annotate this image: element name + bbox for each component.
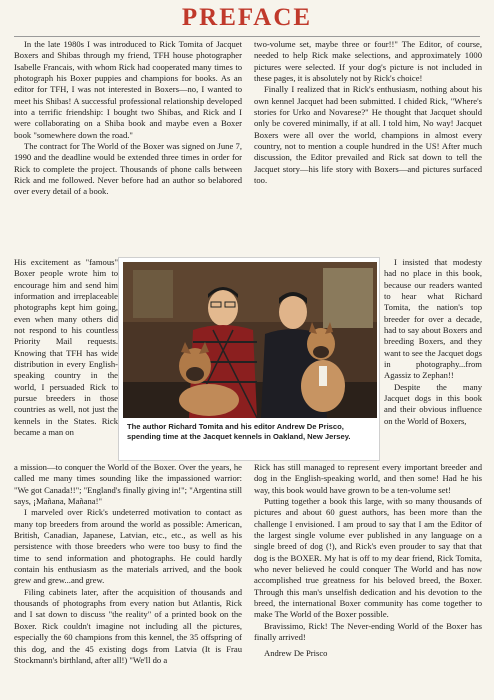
paragraph: a mission—to conquer the World of the Boxer. Over the years, he called me many times sounding like the impassioned warrior: "We got Canada!!"; "England's finally giving in!"; "Argentina still says, ¡Mañana, Mañana!"	[14, 462, 242, 507]
paragraph: The contract for The World of the Boxer was signed on June 7, 1990 and the deadline would be extended three times in order for Rick to complete the project. Thousands of phone calls between Rick and me followed. Never before had an author so belabored over every detail of a book.	[14, 141, 242, 197]
paragraph: In the late 1980s I was introduced to Rick Tomita of Jacquet Boxers and Shibas through my friend, TFH house photographer Isabelle Francais, with whom Rick had cooperated many times to photograph his Boxer puppies and champions for books. As an editor for TFH, I was not interested in Boxers—no, I wanted to meet his Shibas! A successful professional relationship developed into a terrific friendship: I bought two Shibas, and Rick and I were collaborating on a Shiba book and maybe even a Boxer book "somewhere down the road."	[14, 39, 242, 140]
photo-caption: The author Richard Tomita and his editor Andrew De Prisco, spending time at the Jacquet kennels in Oakland, New Jersey.	[127, 422, 351, 441]
left-column-bottom	[14, 462, 242, 666]
paragraph: two-volume set, maybe three or four!!" The Editor, of course, needed to help Rick make selections, and approximately 1000 pictures were selected. If your dog's picture is not included in these pages, it is absolutely not by Rick's choice!	[254, 39, 482, 84]
paragraph: Filing cabinets later, after the acquisition of thousands and thousands of photographs from every nation but Atlantis, Rick and I sat down to discuss "the reality" of a printed book on the Boxer. Rick couldn't imagine not including all the pictures, especially the 60 champions from this kennel, the 35 offspring of this dog, and the 45 existing dogs from Latvia (It is Frau Stockmann's birthland, after all!) "We'll do a	[14, 586, 242, 665]
right-column-bottom	[254, 462, 482, 659]
signature: Andrew De Prisco	[264, 647, 328, 658]
paragraph: Rick has still managed to represent every important breeder and dog in the English-speaking world, and then some! Had he his way, this book would have grown to be a ten-volume set!	[254, 462, 482, 495]
photo-figure	[118, 257, 380, 461]
right-column-wrap	[384, 257, 482, 427]
right-column-top	[254, 39, 482, 186]
left-column-top	[14, 39, 242, 198]
paragraph: I insisted that modesty had no place in this book, because our readers wanted to hear what Richard Tomita, the nation's top breeder for over a decade, had to say about Boxers and breeding Boxers, and they want to see the Jacquet dogs in photography...from Agassiz to Zephan!!	[384, 257, 482, 381]
page-title: PREFACE	[181, 4, 313, 31]
paragraph: I marveled over Rick's undeterred motivation to contact as many top breeders from around the world as possible: American, British, Canadian, Japanese, Latvian, etc., etc., as well as his persistence with those breeders who were too busy to find the time to send information and photographs. He could hardly contain his enthusiasm as the materials arrived, and the book grew and grew...and grew.	[14, 507, 242, 586]
paragraph: Putting together a book this large, with so many thousands of pictures and about 60 guest authors, has been more than the challenge I envisioned. I am proud to say that I am the Editor of the largest single volume ever published in any language on a single breed of dog (!), and Rick's even prouder to say that that dog is the BOXER. My hat is off to my dear friend, Rick Tomita, who never believed he could conquer The World and has now accomplished true greatness for his beloved breed, the Boxer. Through this man's unselfish dedication and his devotion to the breed, the international Boxer community has come together to make The World of the Boxer possible.	[254, 496, 482, 620]
title-divider	[14, 36, 480, 37]
paragraph: Bravissimo, Rick! The Never-ending World of the Boxer has finally arrived!	[254, 620, 482, 643]
paragraph: Despite the many Jacquet dogs in this book and their obvious influence on the World of Boxers,	[384, 381, 482, 426]
left-column-wrap	[14, 257, 118, 439]
photo-author-editor-with-boxers	[123, 262, 377, 418]
paragraph: Finally I realized that in Rick's enthusiasm, nothing about his own kennel Jacquet had been submitted. I chided Rick, "Where's stories for Urko and Novarese?" He thought that Jacquet should only be covered minimally, if at all. I told him, No way! Jacquet Boxers were all over the world, champions in almost every country, not to mention a couple hundred in the US! After much discussion, the Editor prevailed and Rick sat down to tell the Jacquet story—his life story with Boxers—and pictures surfaced too.	[254, 84, 482, 186]
paragraph: His excitement as "famous" Boxer people wrote him to encourage him and send him information and irreplaceable photographs kept him going, even when many others did not respond to his countless Priority Mail requests. Knowing that TFH has wide distribution in every English-speaking country in the world, I persuaded Rick to pursue breeders in those countries as well, not just the kennels in the States. Rick became a man on	[14, 257, 118, 438]
